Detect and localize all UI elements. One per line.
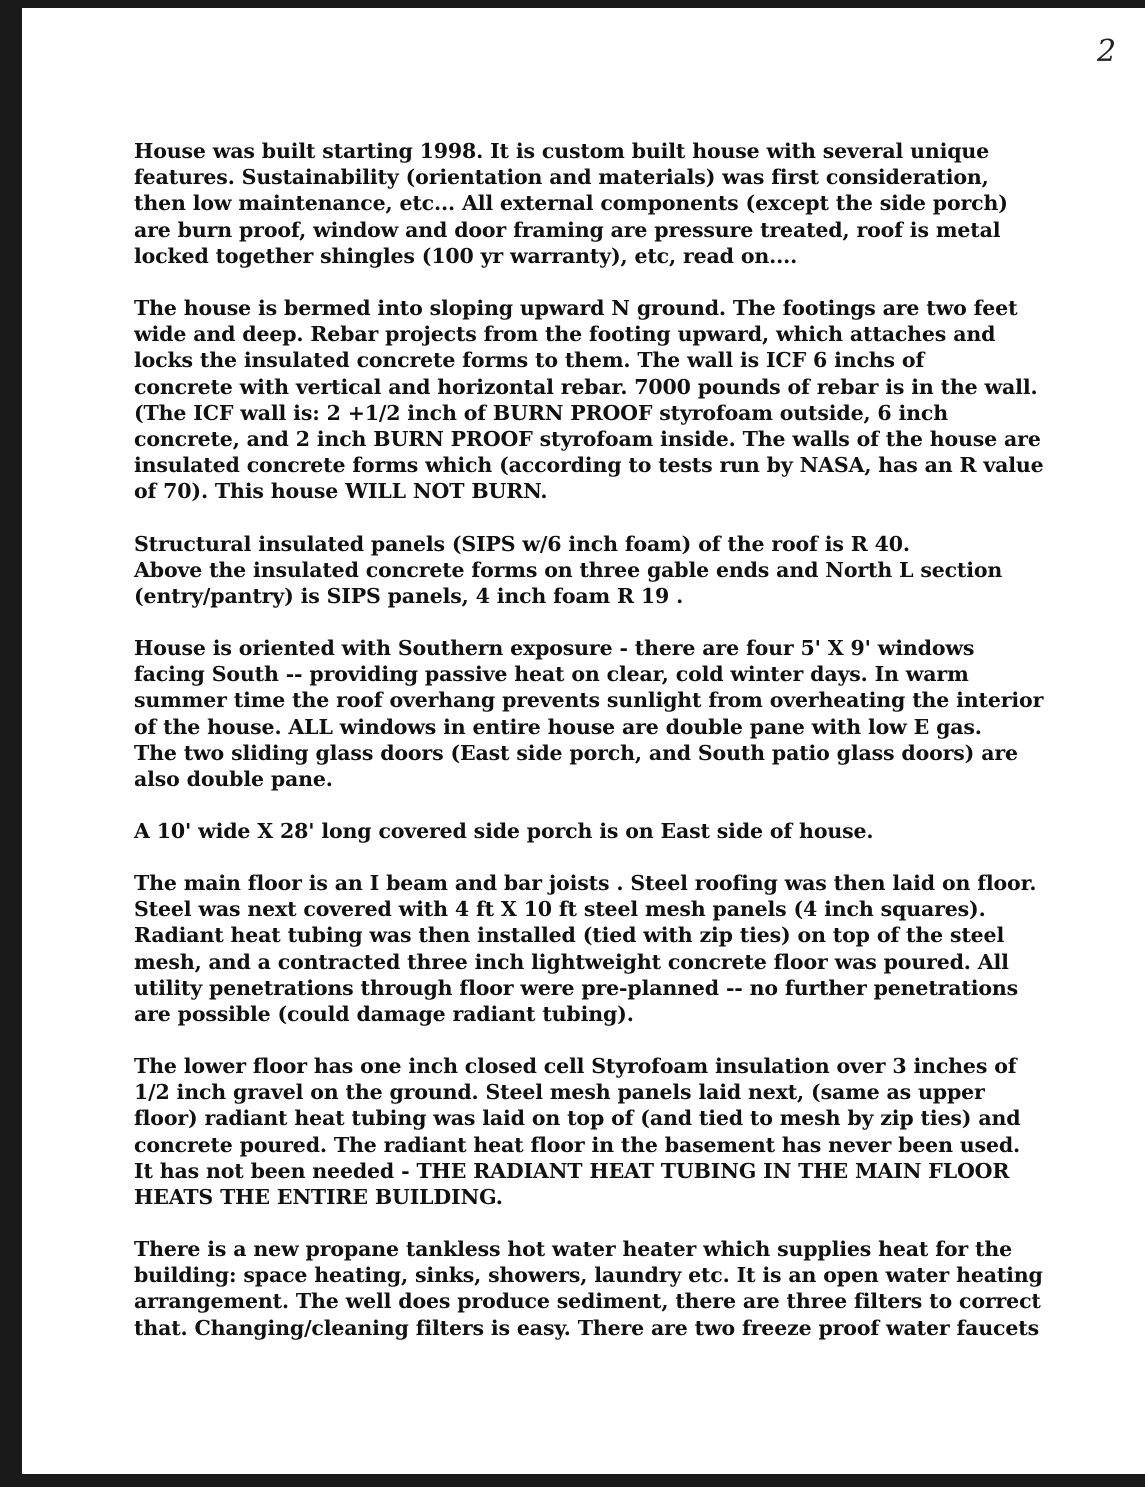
paragraph-orientation-windows — [134, 635, 1079, 792]
text-line: Above the insulated concrete forms on three gable ends and North L section — [134, 558, 1003, 583]
text-line: features. Sustainability (orientation and materials) was first consideration, — [134, 165, 989, 190]
text-line: The lower floor has one inch closed cell Styrofoam insulation over 3 inches of — [134, 1054, 1017, 1078]
paragraph-house-intro — [134, 138, 1079, 269]
text-line: concrete poured. The radiant heat floor in the basement has never been used. — [134, 1132, 1021, 1157]
text-line: It has not been needed - THE RADIANT HEAT TUBING IN THE MAIN FLOOR — [134, 1158, 1010, 1183]
text-line: are possible (could damage radiant tubing). — [134, 1002, 634, 1027]
page-number: 2 — [1097, 34, 1117, 69]
text-line: 1/2 inch gravel on the ground. Steel mesh panels laid next, (same as upper — [134, 1080, 985, 1105]
text-line: floor) radiant heat tubing was laid on top of (and tied to mesh by zip ties) and — [134, 1106, 1021, 1131]
text-line: Steel was next covered with 4 ft X 10 ft steel mesh panels (4 inch squares). — [134, 897, 986, 922]
text-line: summer time the roof overhang prevents sunlight from overheating the interior — [134, 688, 1044, 713]
text-line: also double pane. — [134, 767, 333, 792]
text-line: The main floor is an I beam and bar joists . Steel roofing was then laid on floor. — [134, 871, 1037, 895]
text-line: The house is bermed into sloping upward N ground. The footings are two feet — [134, 296, 1018, 320]
paragraph-foundation-walls — [134, 295, 1079, 505]
text-line: then low maintenance, etc... All external components (except the side porch) — [134, 191, 1008, 216]
text-line: facing South -- providing passive heat on clear, cold winter days. In warm — [134, 662, 969, 687]
paragraph-water-heater — [134, 1236, 1079, 1341]
document-page — [22, 8, 1145, 1474]
text-line: locked together shingles (100 yr warranty), etc, read on.... — [134, 243, 798, 268]
paragraph-side-porch — [134, 818, 1079, 844]
text-line: Radiant heat tubing was then installed (tied with zip ties) on top of the steel — [134, 923, 1005, 948]
paragraph-lower-floor — [134, 1053, 1079, 1210]
text-line: (The ICF wall is: 2 +1/2 inch of BURN PROOF styrofoam outside, 6 inch — [134, 400, 949, 425]
text-line: of 70). This house WILL NOT BURN. — [134, 479, 548, 504]
text-line: Structural insulated panels (SIPS w/6 inch foam) of the roof is R 40. — [134, 532, 910, 556]
text-line: that. Changing/cleaning filters is easy. There are two freeze proof water faucets — [134, 1315, 1039, 1340]
paragraph-main-floor — [134, 870, 1079, 1027]
text-line: building: space heating, sinks, showers, laundry etc. It is an open water heating — [134, 1263, 1043, 1288]
text-line: insulated concrete forms which (according to tests run by NASA, has an R value — [134, 453, 1044, 478]
text-line: HEATS THE ENTIRE BUILDING. — [134, 1185, 503, 1210]
text-line: arrangement. The well does produce sediment, there are three filters to correct — [134, 1289, 1041, 1314]
text-line: A 10' wide X 28' long covered side porch is on East side of house. — [134, 819, 874, 843]
text-line: of the house. ALL windows in entire house are double pane with low E gas. — [134, 714, 982, 739]
text-line: The two sliding glass doors (East side porch, and South patio glass doors) are — [134, 740, 1018, 765]
text-line: are burn proof, window and door framing are pressure treated, roof is metal — [134, 217, 1001, 242]
text-line: wide and deep. Rebar projects from the footing upward, which attaches and — [134, 322, 996, 347]
paragraph-sips-panels — [134, 531, 1079, 610]
text-line: concrete with vertical and horizontal rebar. 7000 pounds of rebar is in the wall. — [134, 374, 1038, 399]
text-line: There is a new propane tankless hot water heater which supplies heat for the — [134, 1237, 1013, 1261]
text-line: utility penetrations through floor were pre-planned -- no further penetrations — [134, 975, 1019, 1000]
text-line: House is oriented with Southern exposure - there are four 5' X 9' windows — [134, 636, 975, 660]
text-line: concrete, and 2 inch BURN PROOF styrofoam inside. The walls of the house are — [134, 427, 1041, 452]
text-line: (entry/pantry) is SIPS panels, 4 inch foam R 19 . — [134, 584, 684, 609]
text-line: House was built starting 1998. It is custom built house with several unique — [134, 139, 990, 163]
text-line: locks the insulated concrete forms to them. The wall is ICF 6 inchs of — [134, 348, 925, 373]
text-line: mesh, and a contracted three inch lightweight concrete floor was poured. All — [134, 949, 1009, 974]
